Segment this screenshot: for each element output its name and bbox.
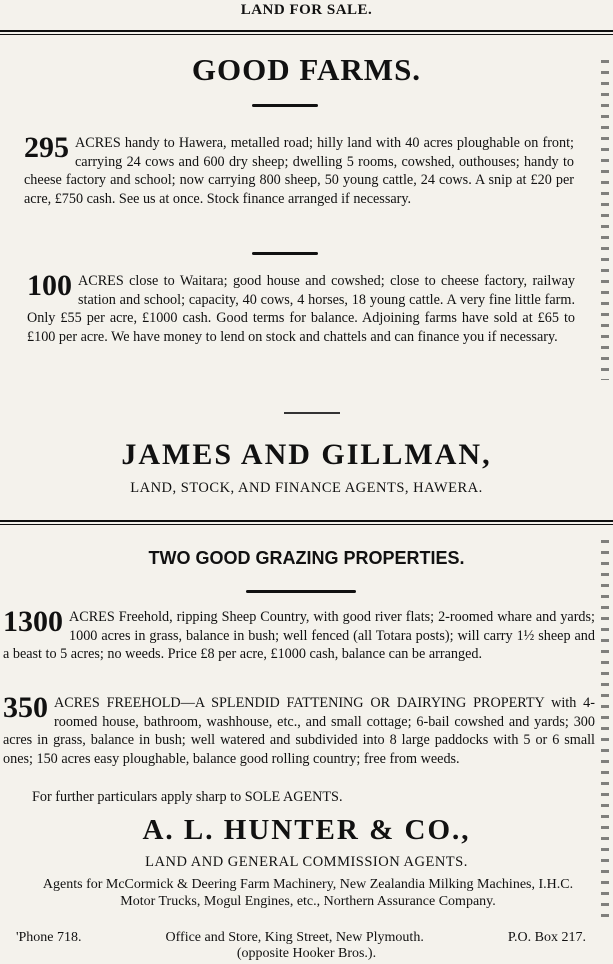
page-header: LAND FOR SALE.: [240, 2, 373, 18]
agent-description: LAND, STOCK, AND FINANCE AGENTS, HAWERA.: [130, 480, 483, 496]
scan-edge-artifact: [601, 60, 609, 380]
listing-number: 350: [3, 691, 48, 724]
office-address: Office and Store, King Street, New Plymouth.: [165, 930, 424, 945]
phone-number: 'Phone 718.: [16, 930, 82, 945]
agent-name: JAMES AND GILLMAN,: [121, 438, 492, 471]
ornament-divider: [252, 252, 318, 255]
ornament-divider: [246, 590, 356, 593]
listing-text: ACRES close to Waitara; good house and cowshed; close to cheese factory, railway station and school; capacity, 40 cows, 4 horses, 18 young cattle. A very fine little farm. Only £55 per acre, £1000 cash. Good terms for balance. Adjoining farms have sold at £65 to £100 per acre. We have money to lend on stock and chattels and can finance you if necessary.: [27, 273, 575, 345]
ornament-divider: [252, 104, 318, 107]
header-rule: [0, 30, 613, 32]
agent-name: A. L. HUNTER & CO.,: [142, 814, 471, 846]
section2-title: TWO GOOD GRAZING PROPERTIES.: [148, 548, 465, 568]
listing-number: 1300: [3, 605, 63, 638]
agents-for-text: Agents for McCormick & Deering Farm Machinery, New Zealandia Milking Machines, I.H.C. Motor Trucks, Mogul Engines, etc., Northern Assurance Company.: [42, 877, 574, 909]
listing-100: [27, 269, 575, 346]
listing-text: ACRES Freehold, ripping Sheep Country, with good river flats; 2-roomed whare and yards; 1000 acres in grass, balance in bush; well fenced (all Totara posts); will carry 1½ sheep and a beast to 5 acres; no weeds. Price £8 per acre, £1000 cash, balance can be arranged.: [3, 609, 595, 662]
listing-number: 100: [27, 269, 72, 302]
listing-text: ACRES handy to Hawera, metalled road; hilly land with 40 acres ploughable on front; carrying 24 cows and 600 dry sheep; dwelling 5 rooms, cowshed, outhouses; handy to cheese factory and school; now carrying 800 sheep, 50 young cattle, 24 cows. A snip at £20 per acre, £750 cash. See us at once. Stock finance arranged if necessary.: [24, 135, 574, 207]
po-box: P.O. Box 217.: [507, 930, 586, 945]
contact-line: [16, 930, 586, 946]
section1-title: GOOD FARMS.: [191, 52, 422, 87]
listing-350: [3, 691, 595, 768]
scan-edge-artifact: [601, 540, 609, 920]
listing-text: ACRES FREEHOLD—A SPLENDID FATTENING OR DAIRYING PROPERTY with 4-roomed house, bathroom, washhouse, etc., and small cottage; 6-bail cowshed and yards; 300 acres in grass, balance in bush; well watered and subdivided into 8 large paddocks with 5 or 6 small ones; 150 acres easy ploughable, balance good rolling country; free from weeds.: [3, 695, 595, 767]
agent-description: LAND AND GENERAL COMMISSION AGENTS.: [145, 854, 468, 870]
listing-number: 295: [24, 131, 69, 164]
section-rule: [0, 520, 613, 522]
opposite-note: (opposite Hooker Bros.).: [236, 946, 377, 961]
section-rule-thin: [0, 524, 613, 525]
ornament-divider: [284, 412, 340, 414]
further-particulars: For further particulars apply sharp to SOLE AGENTS.: [32, 789, 343, 805]
listing-1300: [3, 605, 595, 664]
listing-295: [24, 131, 574, 208]
header-rule-thin: [0, 34, 613, 35]
